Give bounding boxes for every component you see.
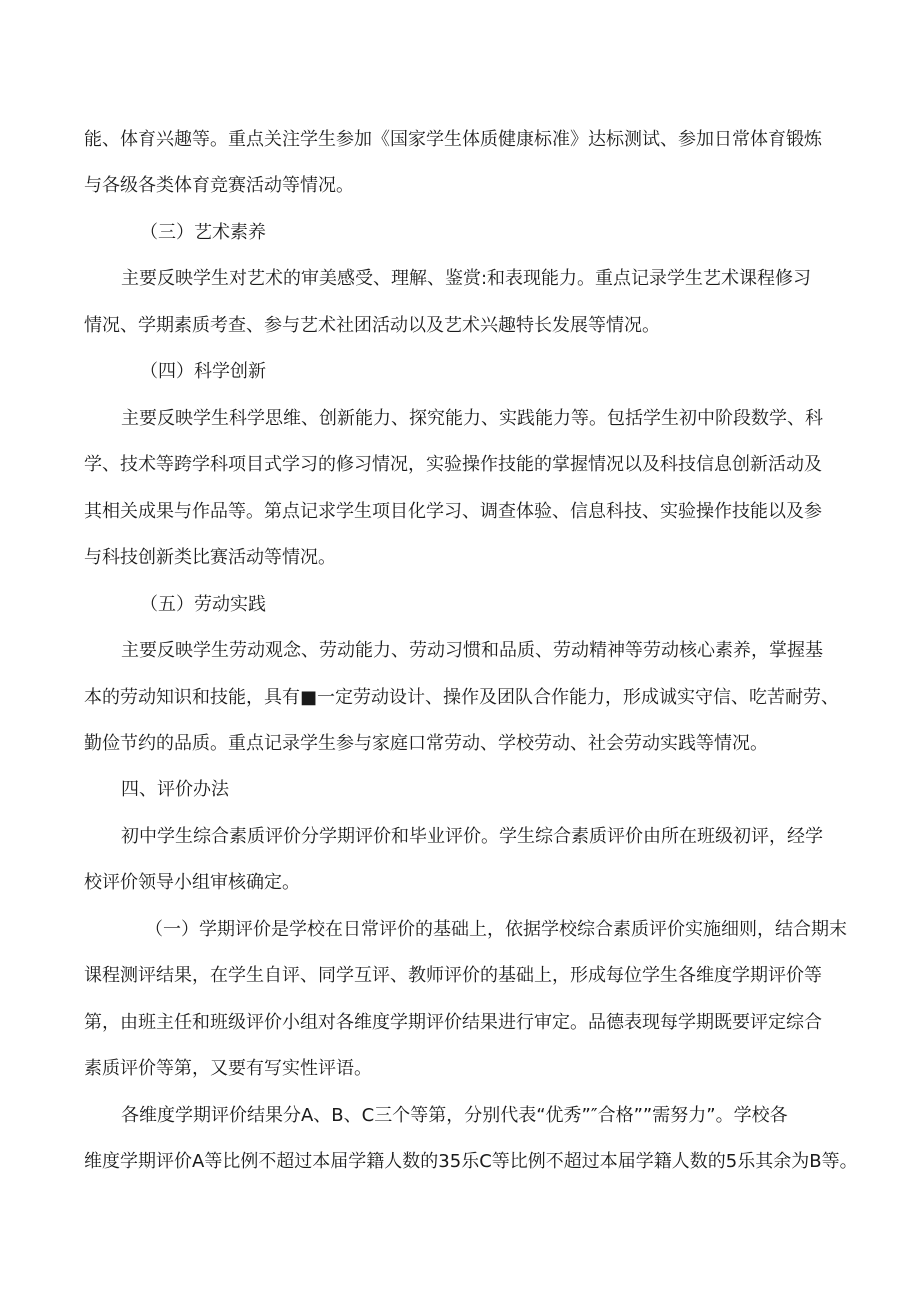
paragraph-line: 学、技术等跨学科项目式学习的修习情况，实验操作技能的掌握情况以及科技信息创新活动及 xyxy=(84,454,822,475)
section-heading-labor: （五）劳动实践 xyxy=(140,594,266,615)
paragraph-line: 与各级各类体育竞赛活动等情况。 xyxy=(84,175,354,196)
paragraph-line: （一）学期评价是学校在日常评价的基础上，依据学校综合素质评价实施细则，结合期末 xyxy=(145,919,847,940)
paragraph-line: 主要反映学生劳动观念、劳动能力、劳动习惯和品质、劳动精神等劳动核心素养，掌握基 xyxy=(121,640,823,661)
paragraph-line: 各维度学期评价结果分A、B、C三个等第，分别代表“优秀”″合格””需努力”。学校各 xyxy=(121,1105,788,1126)
paragraph-line: 初中学生综合素质评价分学期评价和毕业评价。学生综合素质评价由所在班级初评，经学 xyxy=(121,826,823,847)
paragraph-line: 素质评价等第，又要有写实性评语。 xyxy=(84,1058,372,1079)
paragraph-line: 情况、学期素质考查、参与艺术社团活动以及艺术兴趣特长发展等情况。 xyxy=(84,315,660,336)
paragraph-line: 其相关成果与作品等。第点记求学生项目化学习、调查体验、信息科技、实验操作技能以及参 xyxy=(84,501,822,522)
paragraph-line: 维度学期评价A等比例不超过本届学籍人数的35乐C等比例不超过本届学籍人数的5乐其余为B等。 xyxy=(84,1151,858,1172)
paragraph-line: 第，由班主任和班级评价小组对各维度学期评价结果进行审定。品德表现每学期既要评定综合 xyxy=(84,1012,822,1033)
paragraph-line: 主要反映学生对艺术的审美感受、理解、鉴赏:和表现能力。重点记录学生艺术课程修习 xyxy=(121,268,812,289)
paragraph-line: 勤俭节约的品质。重点记录学生参与家庭口常劳动、学校劳动、社会劳动实践等情况。 xyxy=(84,733,768,754)
paragraph-line: 与科技创新类比赛活动等情况。 xyxy=(84,547,336,568)
paragraph-line: 能、体育兴趣等。重点关注学生参加《国家学生体质健康标准》达标测试、参加日常体育锻炼 xyxy=(84,129,822,150)
paragraph-line: 校评价领导小组审核确定。 xyxy=(84,872,300,893)
section-heading-evaluation: 四、评价办法 xyxy=(121,779,229,800)
section-heading-science: （四）科学创新 xyxy=(140,361,266,382)
paragraph-line: 主要反映学生科学思维、创新能力、探究能力、实践能力等。包括学生初中阶段数学、科 xyxy=(121,408,823,429)
paragraph-line: 课程测评结果，在学生自评、同学互评、教师评价的基础上，形成每位学生各维度学期评价等 xyxy=(84,965,822,986)
paragraph-line: 本的劳动知识和技能，具有■一定劳动设计、操作及团队合作能力，形成诚实守信、吃苦耐劳、 xyxy=(84,687,840,708)
section-heading-arts: （三）艺术素养 xyxy=(140,222,266,243)
